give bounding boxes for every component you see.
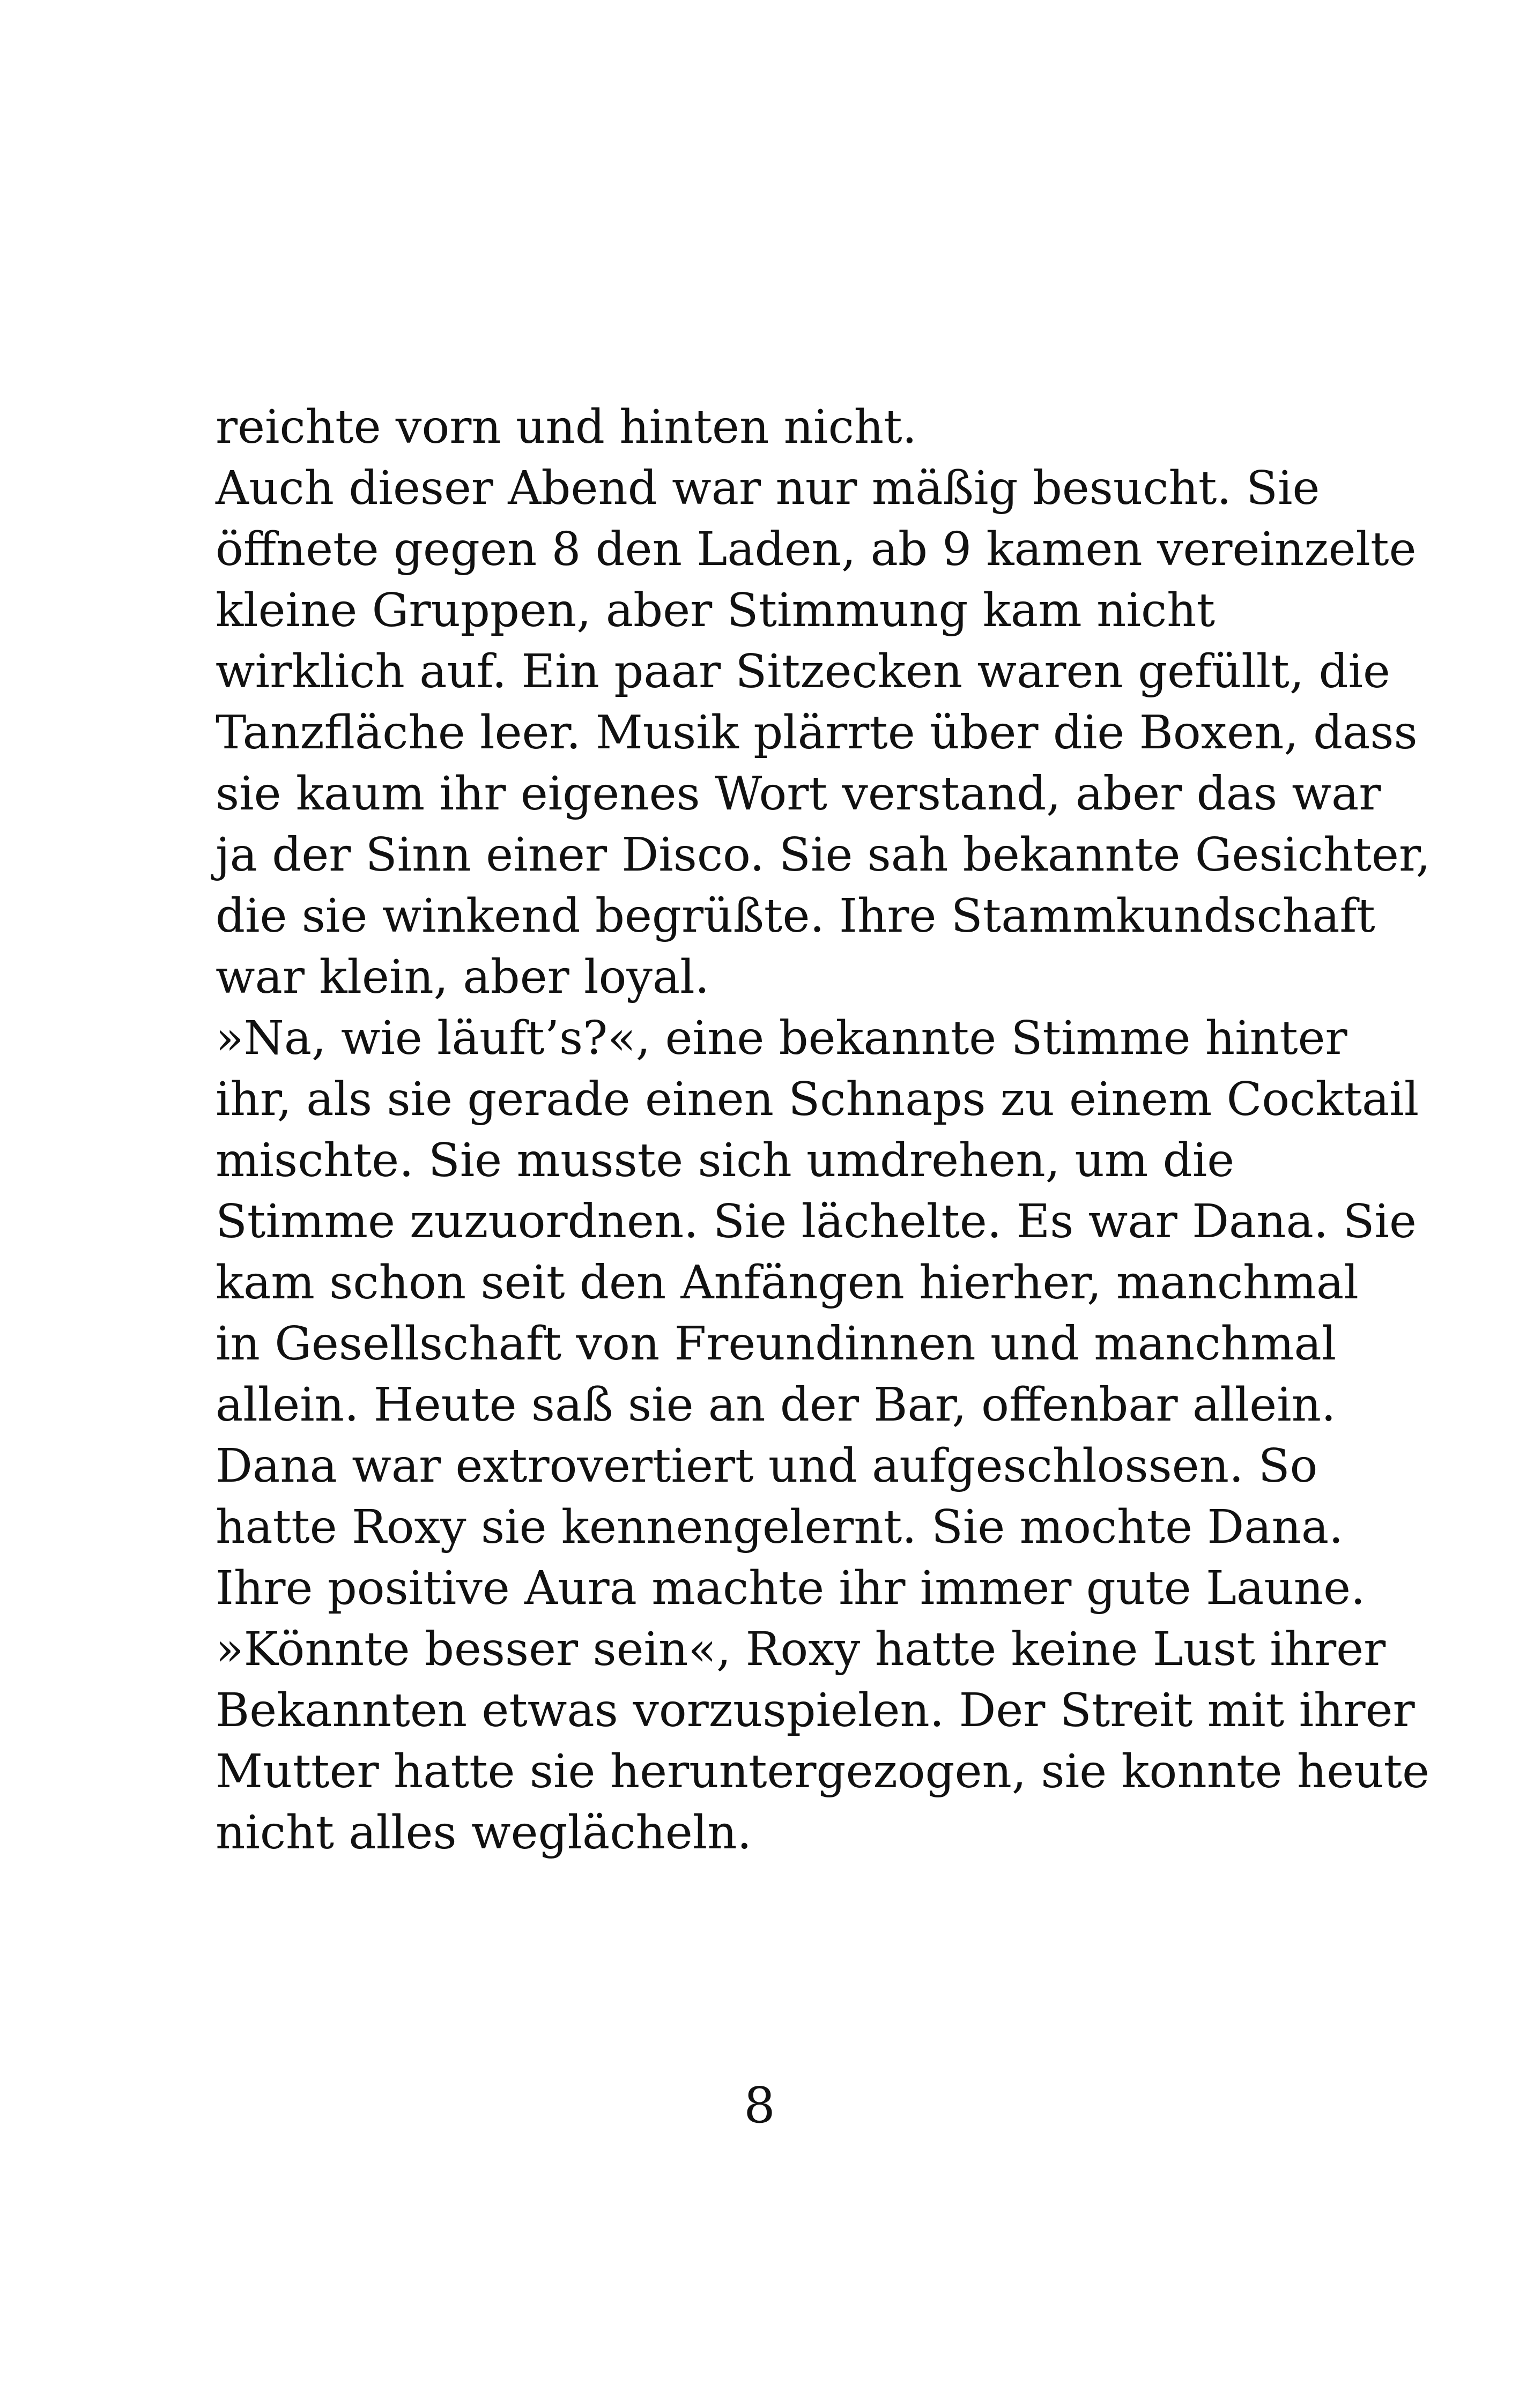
text-line: Dana war extrovertiert und aufgeschlossen. So	[216, 1439, 1318, 1493]
text-line: »Na, wie läuft’s?«, eine bekannte Stimme hinter	[216, 1012, 1347, 1065]
text-line: Bekannten etwas vorzuspielen. Der Streit mit ihrer	[216, 1684, 1415, 1737]
text-line: kleine Gruppen, aber Stimmung kam nicht	[216, 584, 1216, 637]
page-number: 8	[744, 2077, 775, 2134]
text-line: Mutter hatte sie heruntergezogen, sie konnte heute	[216, 1745, 1430, 1798]
text-line: die sie winkend begrüßte. Ihre Stammkundschaft	[216, 889, 1375, 943]
text-line: mischte. Sie musste sich umdrehen, um die	[216, 1134, 1235, 1187]
text-line: kam schon seit den Anfängen hierher, manchmal	[216, 1256, 1359, 1310]
text-line: sie kaum ihr eigenes Wort verstand, aber das war	[216, 767, 1381, 821]
text-line: ihr, als sie gerade einen Schnaps zu einem Cocktail	[216, 1073, 1419, 1126]
text-line: Ihre positive Aura machte ihr immer gute Laune.	[216, 1562, 1366, 1615]
text-line: war klein, aber loyal.	[216, 950, 710, 1004]
body-text	[216, 397, 1431, 1863]
text-line: Tanzfläche leer. Musik plärrte über die Boxen, dass	[216, 706, 1418, 760]
text-line: Stimme zuzuordnen. Sie lächelte. Es war Dana. Sie	[216, 1195, 1417, 1248]
text-line: ja der Sinn einer Disco. Sie sah bekannte Gesichter,	[216, 828, 1431, 882]
text-line: wirklich auf. Ein paar Sitzecken waren gefüllt, die	[216, 645, 1390, 698]
text-line: reichte vorn und hinten nicht.	[216, 400, 917, 454]
text-line: allein. Heute saß sie an der Bar, offenbar allein.	[216, 1378, 1336, 1432]
text-line: hatte Roxy sie kennengelernt. Sie mochte Dana.	[216, 1500, 1344, 1554]
text-line: in Gesellschaft von Freundinnen und manchmal	[216, 1317, 1337, 1371]
text-line: Auch dieser Abend war nur mäßig besucht. Sie	[216, 462, 1320, 515]
text-line: »Könnte besser sein«, Roxy hatte keine Lust ihrer	[216, 1623, 1386, 1676]
text-line: nicht alles weglächeln.	[216, 1806, 752, 1860]
text-line: öffnete gegen 8 den Laden, ab 9 kamen vereinzelte	[216, 523, 1417, 576]
